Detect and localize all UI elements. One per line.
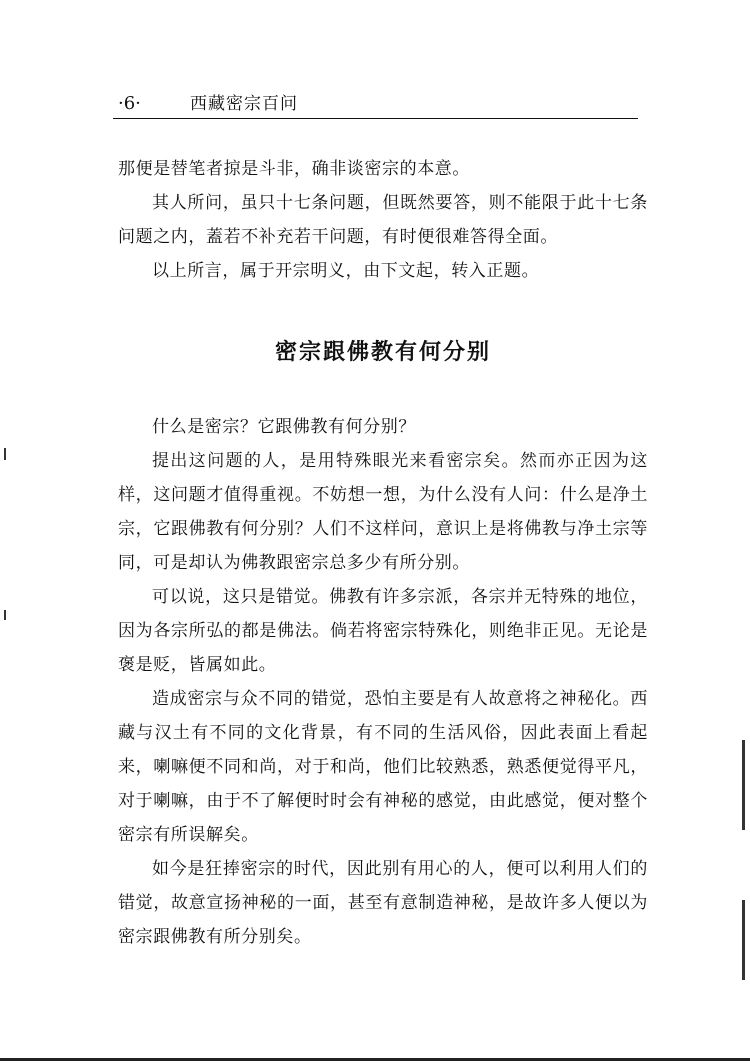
scan-mark [742, 900, 745, 980]
paragraph: 可以说，这只是错觉。佛教有许多宗派，各宗并无特殊的地位，因为各宗所弘的都是佛法。倘若将密宗特殊化，则绝非正见。无论是褒是贬，皆属如此。 [118, 587, 648, 675]
spacer [118, 288, 648, 338]
paragraph: 如今是狂捧密宗的时代，因此别有用心的人，便可以利用人们的错觉，故意宣扬神秘的一面，甚至有意制造神秘，是故许多人便以为密宗跟佛教有所分别矣。 [118, 859, 648, 947]
paragraph: 以上所言，属于开宗明义，由下文起，转入正题。 [152, 261, 540, 281]
scan-mark [742, 740, 745, 830]
paragraph: 造成密宗与众不同的错觉，恐怕主要是有人故意将之神秘化。西藏与汉土有不同的文化背景，有不同的生活风俗，因此表面上看起来，喇嘛便不同和尚，对于和尚，他们比较熟悉，熟悉便觉得平凡，对于喇嘛，由于不了解便时时会有神秘的感觉，由此感觉，便对整个密宗有所误解矣。 [118, 689, 648, 845]
scan-mark [4, 610, 6, 620]
running-title: 西藏密宗百问 [190, 94, 298, 114]
spacer [118, 368, 648, 410]
page-number: ·6· [118, 93, 141, 114]
scan-mark [4, 448, 6, 460]
paragraph: 什么是密宗？它跟佛教有何分别？ [152, 417, 416, 437]
page-body [118, 152, 648, 954]
paragraph: 其人所问，虽只十七条问题，但既然要答，则不能限于此十七条问题之内，蓋若不补充若干问题，有时便很难答得全面。 [118, 193, 648, 247]
paragraph: 那便是替笔者掠是斗非，确非谈密宗的本意。 [118, 159, 470, 179]
running-header [118, 92, 638, 120]
page-bottom-edge [0, 1058, 750, 1061]
paragraph: 提出这问题的人，是用特殊眼光来看密宗矣。然而亦正因为这样，这问题才值得重视。不妨想一想，为什么没有人问：什么是净土宗，它跟佛教有何分别？人们不这样问，意识上是将佛教与净土宗等同，可是却认为佛教跟密宗总多少有所分别。 [118, 451, 648, 573]
header-rule [113, 118, 638, 119]
section-title: 密宗跟佛教有何分别 [274, 340, 491, 365]
